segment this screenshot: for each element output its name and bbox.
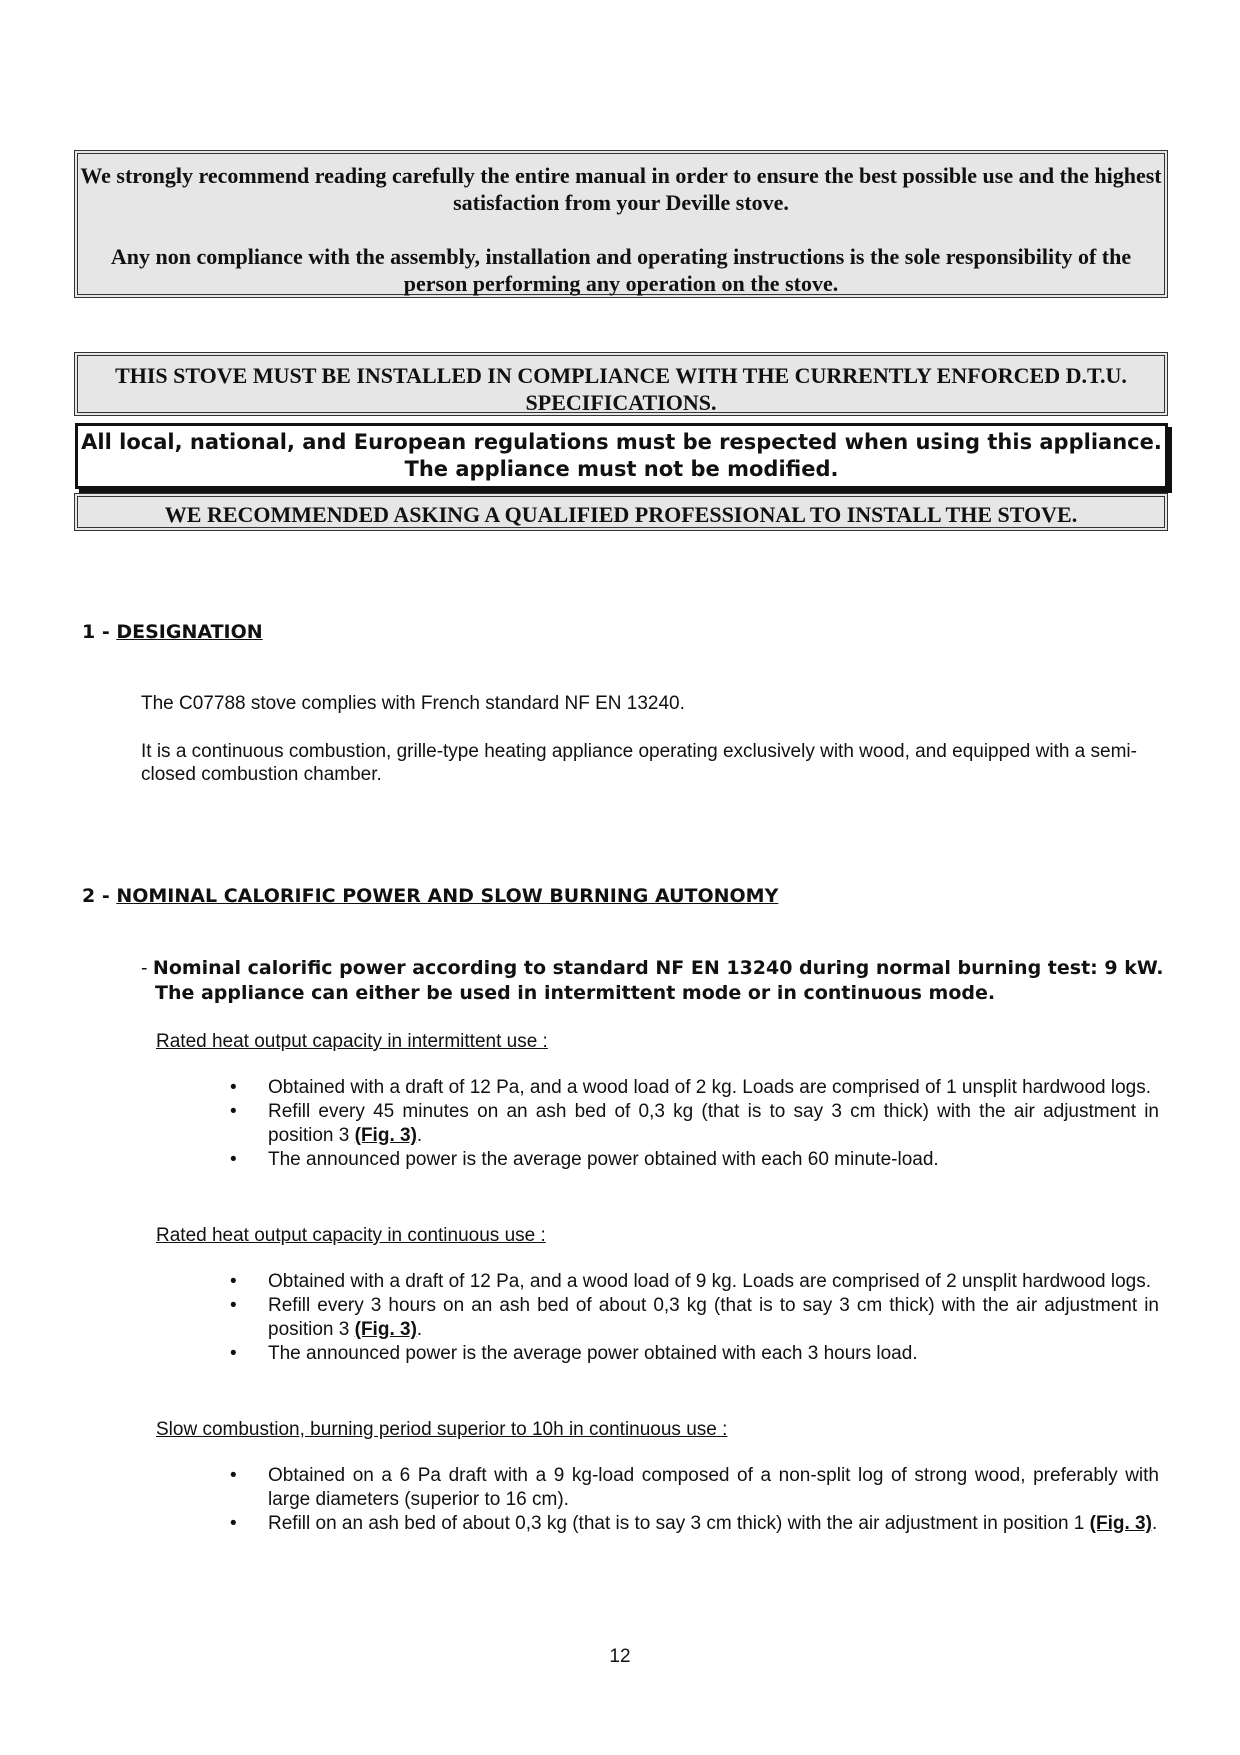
list-item: • Refill on an ash bed of about 0,3 kg (that is to say 3 cm thick) with the air adjustment in position 1 (Fig. 3). xyxy=(230,1512,1159,1536)
list-item: • Refill every 3 hours on an ash bed of about 0,3 kg (that is to say 3 cm thick) with the air adjustment in position 3 (Fig. 3). xyxy=(230,1294,1159,1342)
list-item: • Obtained on a 6 Pa draft with a 9 kg-load composed of a non-split log of strong wood, preferably with large diameters (superior to 16 cm). xyxy=(230,1464,1159,1512)
continuous-subheading: Rated heat output capacity in continuous use : xyxy=(156,1225,546,1246)
figure-reference: (Fig. 3) xyxy=(354,1319,417,1340)
section1-paragraph1: The C07788 stove complies with French standard NF EN 13240. xyxy=(141,693,685,714)
page-number: 12 xyxy=(609,1646,631,1667)
section1-paragraph2: It is a continuous combustion, grille-type heating appliance operating exclusively with wood, and equipped with a semi-closed combustion chamber. xyxy=(141,741,1137,785)
slow-combustion-subheading: Slow combustion, burning period superior to 10h in continuous use : xyxy=(156,1419,728,1440)
professional-notice-text: WE RECOMMENDED ASKING A QUALIFIED PROFESSIONAL TO INSTALL THE STOVE. xyxy=(164,502,1078,527)
power-statement xyxy=(141,956,1171,1006)
section2-heading xyxy=(82,884,778,908)
section2-title: NOMINAL CALORIFIC POWER AND SLOW BURNING AUTONOMY xyxy=(116,885,779,907)
slow-combustion-list xyxy=(230,1464,1159,1536)
list-item: • The announced power is the average power obtained with each 60 minute-load. xyxy=(230,1148,1159,1172)
intro-notice-line2: Any non compliance with the assembly, installation and operating instructions is the sole responsibility of the person performing any operation on the stove. xyxy=(110,244,1132,296)
power-line2: The appliance can either be used in intermittent mode or in continuous mode. xyxy=(155,982,996,1004)
dtu-notice-text: THIS STOVE MUST BE INSTALLED IN COMPLIANCE WITH THE CURRENTLY ENFORCED D.T.U. SPECIFICATIONS. xyxy=(115,363,1127,415)
regulations-notice-box xyxy=(75,423,1168,489)
regulations-line2: The appliance must not be modified. xyxy=(404,457,839,481)
section1-heading xyxy=(82,620,263,644)
list-item: • Obtained with a draft of 12 Pa, and a wood load of 2 kg. Loads are comprised of 1 unsplit hardwood logs. xyxy=(230,1076,1159,1100)
regulations-line1: All local, national, and European regulations must be respected when using this appliance. xyxy=(81,430,1162,454)
list-item: • Refill every 45 minutes on an ash bed of 0,3 kg (that is to say 3 cm thick) with the air adjustment in position 3 (Fig. 3). xyxy=(230,1100,1159,1148)
continuous-list xyxy=(230,1270,1159,1366)
power-dash: - xyxy=(141,957,153,979)
dtu-notice-box xyxy=(74,352,1168,416)
intro-notice-line1: We strongly recommend reading carefully the entire manual in order to ensure the best possible use and the highest satisfaction from your Deville stove. xyxy=(80,163,1162,215)
section1-title: DESIGNATION xyxy=(116,621,263,643)
section1-number: 1 - xyxy=(82,621,117,643)
intro-notice-box xyxy=(74,150,1168,298)
intermittent-list xyxy=(230,1076,1159,1172)
list-item: • Obtained with a draft of 12 Pa, and a wood load of 9 kg. Loads are comprised of 2 unsplit hardwood logs. xyxy=(230,1270,1159,1294)
professional-notice-box xyxy=(74,493,1168,531)
list-item: • The announced power is the average power obtained with each 3 hours load. xyxy=(230,1342,1159,1366)
section2-number: 2 - xyxy=(82,885,117,907)
figure-reference: (Fig. 3) xyxy=(354,1125,417,1146)
figure-reference: (Fig. 3) xyxy=(1089,1513,1152,1534)
power-line1: Nominal calorific power according to standard NF EN 13240 during normal burning test: 9 kW. xyxy=(152,957,1164,979)
intermittent-subheading: Rated heat output capacity in intermittent use : xyxy=(156,1031,548,1052)
